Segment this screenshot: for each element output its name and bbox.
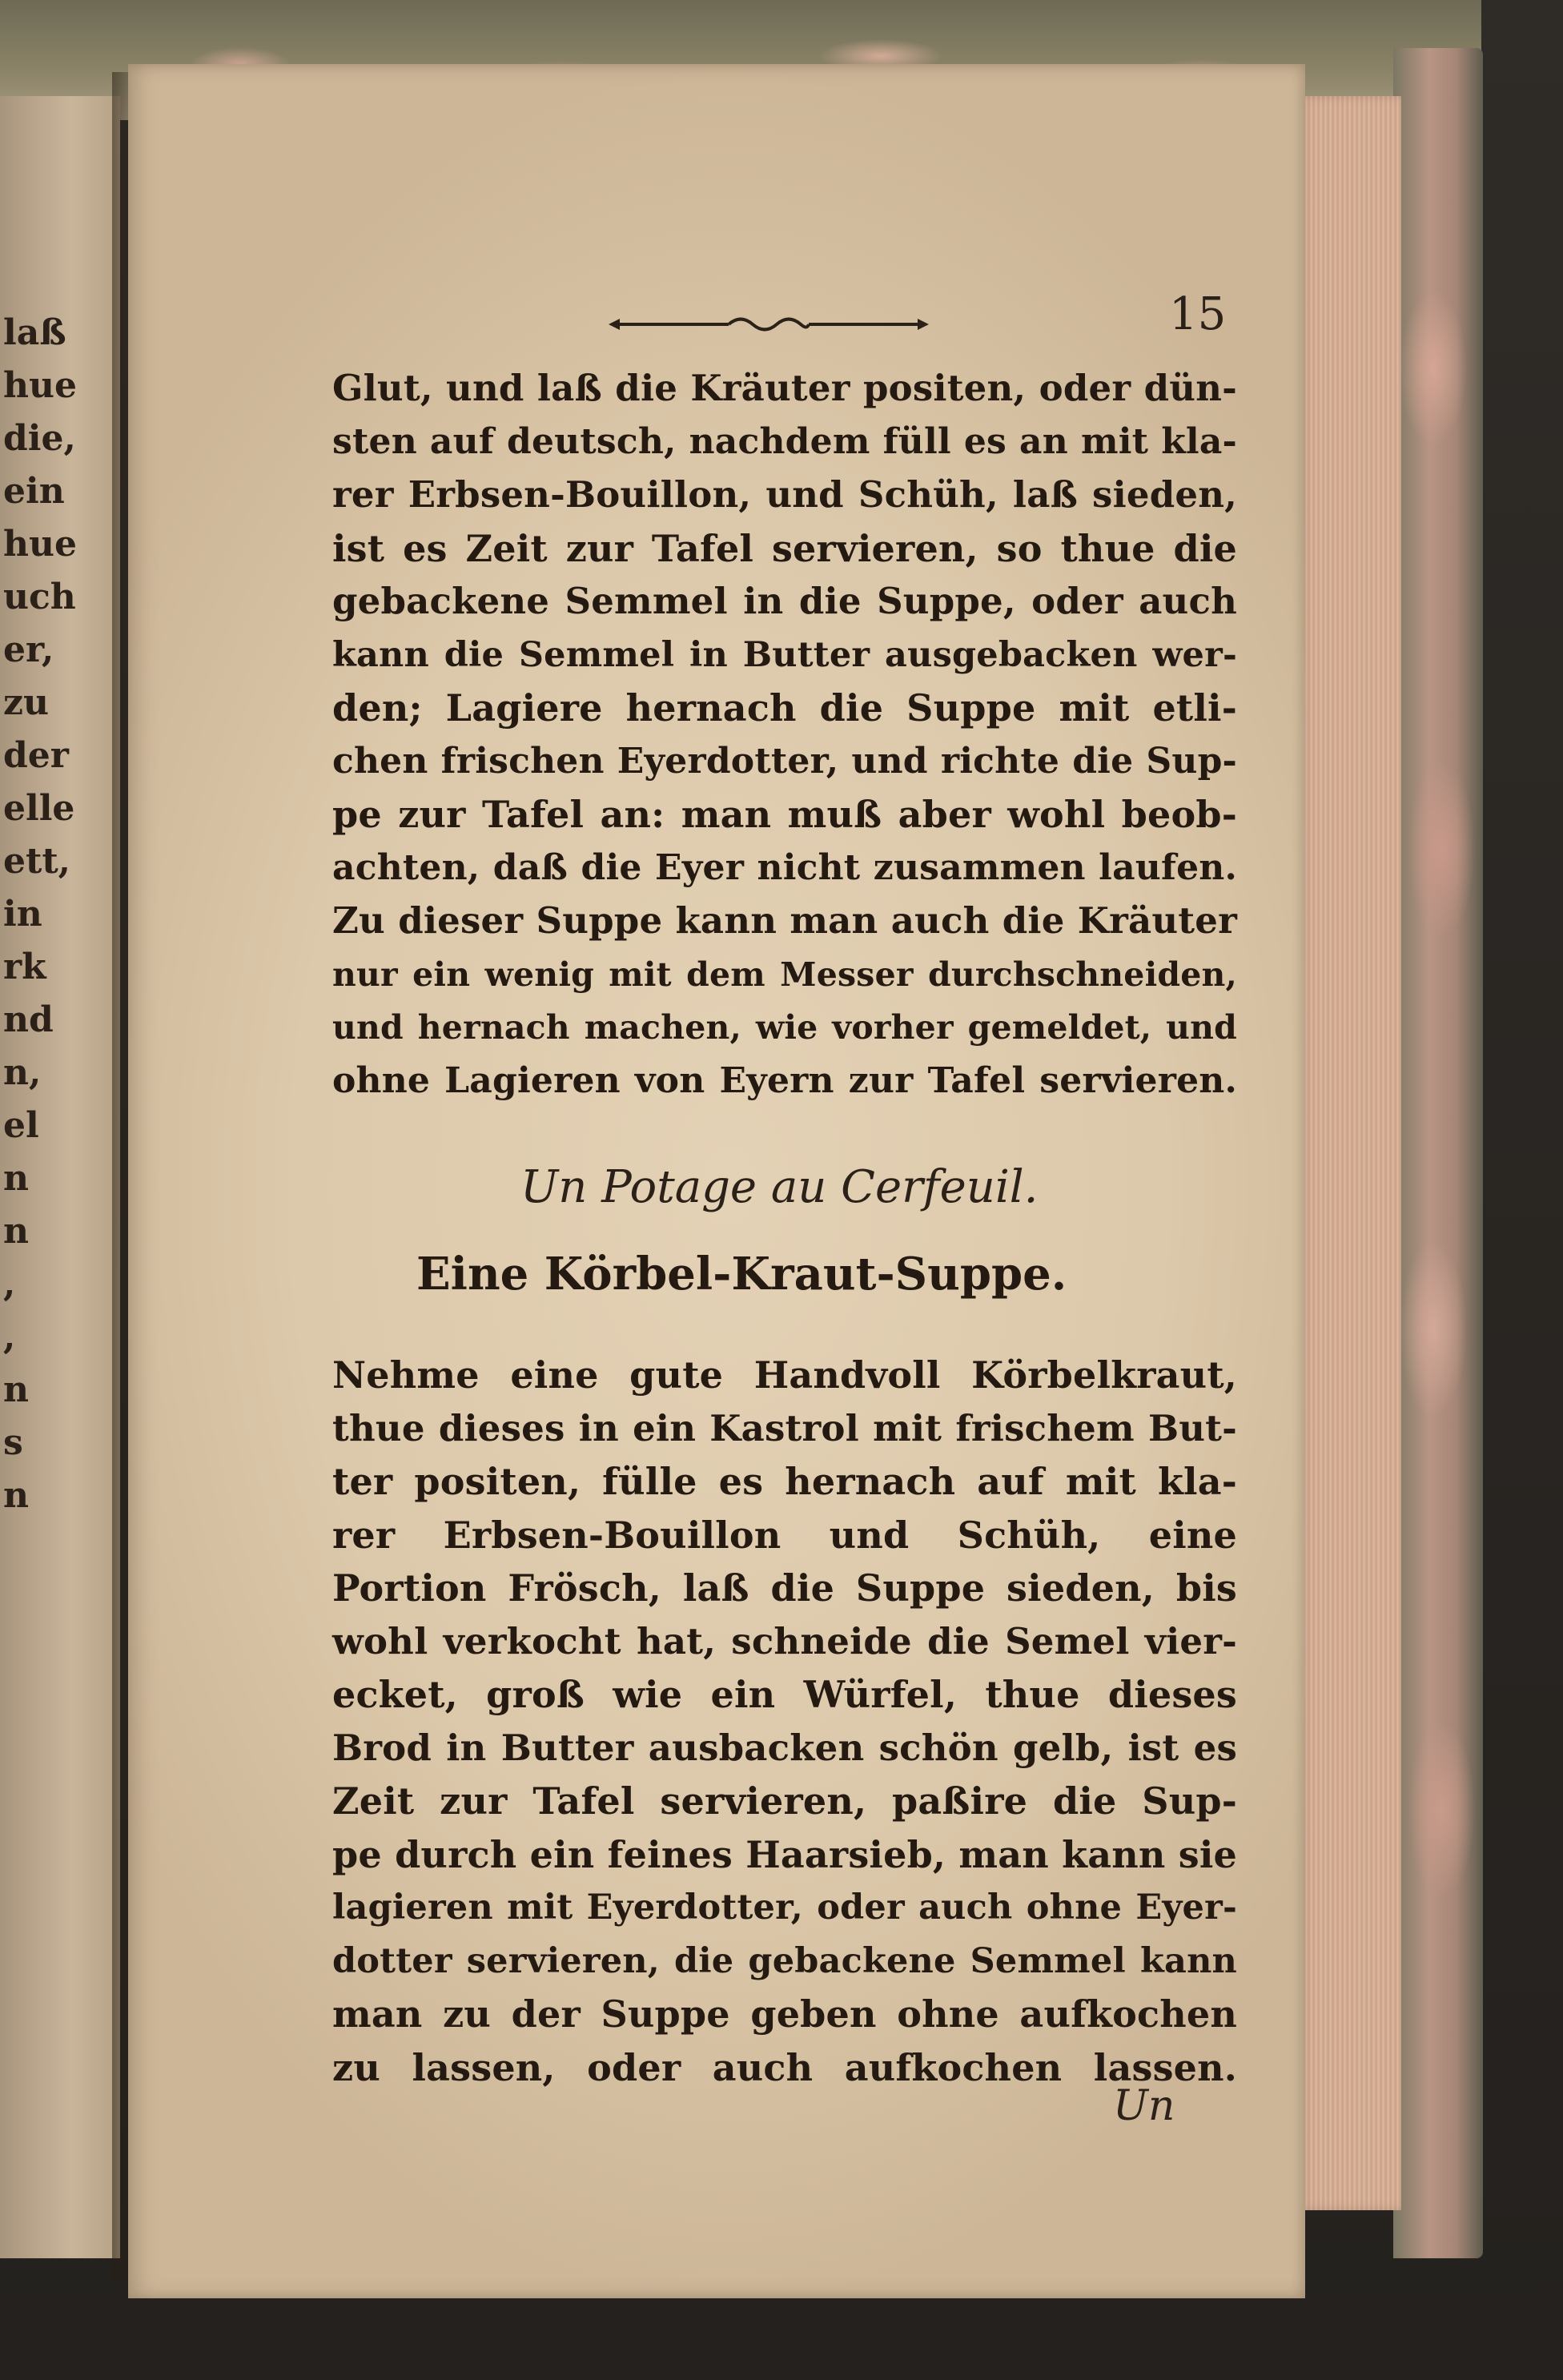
left-page-fragment: , xyxy=(3,1264,16,1305)
left-facing-page xyxy=(0,96,120,2258)
text-line: achten, daß die Eyer nicht zusammen laufen. xyxy=(332,846,1237,888)
book-page xyxy=(128,64,1305,2298)
text-line: rer Erbsen-Bouillon und Schüh, eine xyxy=(332,1513,1237,1557)
text-line: den; Lagiere hernach die Suppe mit etli- xyxy=(332,686,1237,730)
ornament-icon xyxy=(609,312,929,336)
text-line: pe durch ein feines Haarsieb, man kann sie xyxy=(332,1832,1237,1876)
recipe-title-french: Un Potage au Cerfeuil. xyxy=(520,1161,1039,1213)
text-line: ist es Zeit zur Tafel servieren, so thue die xyxy=(332,526,1237,570)
text-line: man zu der Suppe geben ohne aufkochen xyxy=(332,1992,1237,2036)
text-line: Zu dieser Suppe kann man auch die Kräuter xyxy=(332,899,1237,942)
text-line: Brod in Butter ausbacken schön gelb, ist es xyxy=(332,1726,1237,1769)
text-line: nur ein wenig mit dem Messer durchschneiden, xyxy=(332,955,1237,994)
text-line: ohne Lagieren von Eyern zur Tafel servieren. xyxy=(332,1059,1237,1101)
text-line: dotter servieren, die gebackene Semmel kann xyxy=(332,1940,1237,1981)
left-page-fragment: elle xyxy=(3,788,75,829)
left-page-fragment: er, xyxy=(3,629,54,670)
text-line: pe zur Tafel an: man muß aber wohl beob- xyxy=(332,793,1237,836)
text-line: Nehme eine gute Handvoll Körbelkraut, xyxy=(332,1353,1237,1397)
left-page-fragment: , xyxy=(3,1317,16,1357)
left-page-fragment: in xyxy=(3,894,42,935)
text-line: zu lassen, oder auch aufkochen lassen. xyxy=(332,2045,1237,2089)
marbled-cover-right xyxy=(1393,48,1483,2258)
text-line: wohl verkocht hat, schneide die Semel vier- xyxy=(332,1619,1237,1662)
text-line: kann die Semmel in Butter ausgebacken wer- xyxy=(332,634,1237,675)
left-page-fragment: der xyxy=(3,735,69,776)
text-line: gebackene Semmel in die Suppe, oder auch xyxy=(332,580,1237,622)
header-ornament xyxy=(609,312,929,336)
page-number: 15 xyxy=(1169,288,1227,340)
text-line: chen frischen Eyerdotter, und richte die Sup- xyxy=(332,740,1237,782)
left-page-fragment: n xyxy=(3,1475,29,1516)
text-line: ter positen, fülle es hernach auf mit kla- xyxy=(332,1460,1237,1503)
left-page-fragment: nd xyxy=(3,999,54,1040)
left-page-fragment: laß xyxy=(3,312,66,353)
left-page-fragment: zu xyxy=(3,682,49,723)
text-line: und hernach machen, wie vorher gemeldet, und xyxy=(332,1008,1237,1047)
left-page-fragment: n, xyxy=(3,1052,42,1093)
text-line: Glut, und laß die Kräuter positen, oder dün- xyxy=(332,367,1237,409)
text-line: Zeit zur Tafel servieren, paßire die Sup- xyxy=(332,1779,1237,1823)
left-page-fragment: n xyxy=(3,1158,29,1199)
left-page-fragment: ett, xyxy=(3,841,70,882)
text-line: rer Erbsen-Bouillon, und Schüh, laß sieden, xyxy=(332,473,1237,516)
left-page-fragment: ein xyxy=(3,471,65,512)
left-page-fragment: n xyxy=(3,1211,29,1252)
text-line: ecket, groß wie ein Würfel, thue dieses xyxy=(332,1673,1237,1716)
left-page-fragment: el xyxy=(3,1105,39,1146)
text-line: lagieren mit Eyerdotter, oder auch ohne Eyer- xyxy=(332,1888,1237,1928)
catchword: Un xyxy=(1113,2082,1175,2130)
paragraph-1 xyxy=(332,362,1237,1108)
page-edges xyxy=(1297,96,1401,2210)
left-page-fragment: die, xyxy=(3,418,76,459)
left-page-fragment: hue xyxy=(3,365,77,406)
text-line: Portion Frösch, laß die Suppe sieden, bis xyxy=(332,1566,1237,1610)
recipe-title-german: Eine Körbel-Kraut-Suppe. xyxy=(416,1248,1067,1301)
left-page-fragment: n xyxy=(3,1369,29,1410)
left-page-fragment: hue xyxy=(3,524,77,565)
left-page-fragment: rk xyxy=(3,947,46,987)
left-page-fragment: uch xyxy=(3,577,76,617)
text-line: thue dieses in ein Kastrol mit frischem But- xyxy=(332,1406,1237,1449)
paragraph-2 xyxy=(332,1349,1237,2094)
text-line: sten auf deutsch, nachdem füll es an mit kla- xyxy=(332,420,1237,462)
left-page-fragment: s xyxy=(3,1422,23,1463)
